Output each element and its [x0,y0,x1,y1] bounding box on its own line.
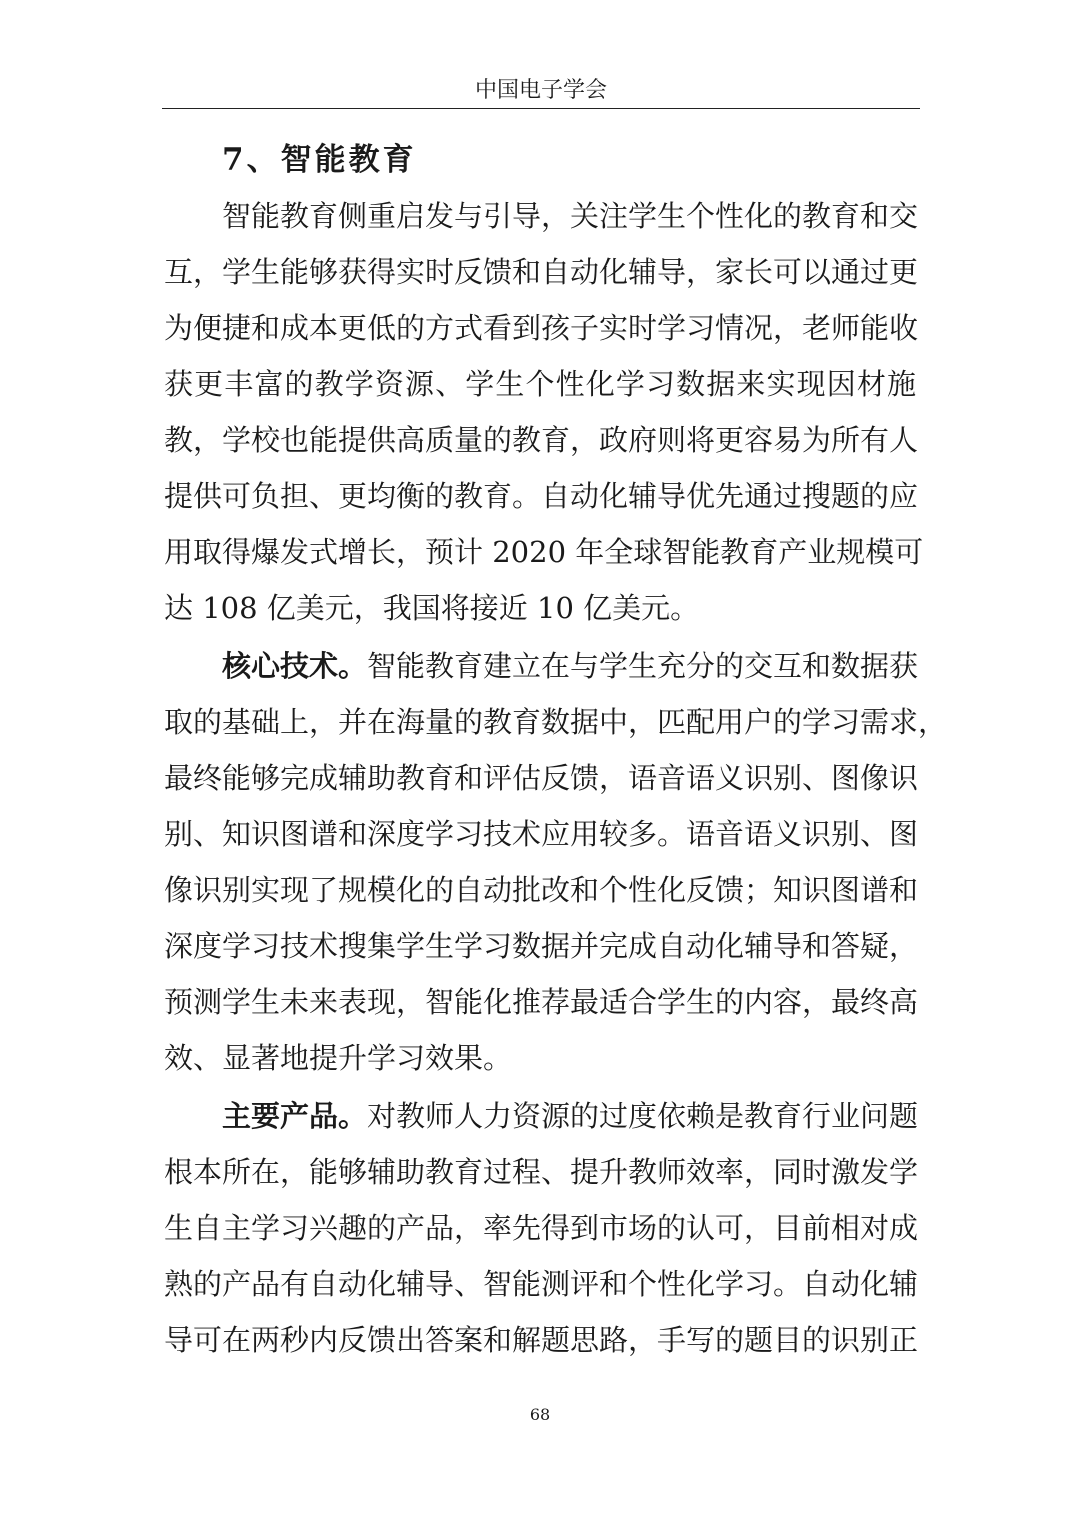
paragraph-1-line-6: 提供可负担、更均衡的教育。自动化辅导优先通过搜题的应 [164,479,919,513]
section-title: 7、智能教育 [222,142,417,178]
page-number: 68 [529,1405,551,1424]
paragraph-3-line-1 [222,1094,919,1138]
paragraph-1-line-3: 为便捷和成本更低的方式看到孩子实时学习情况，老师能收 [164,311,919,345]
paragraph-2-line-8: 效、显著地提升学习效果。 [164,1041,513,1075]
paragraph-1-line-5: 教，学校也能提供高质量的教育，政府则将更容易为所有人 [164,423,919,457]
header-rule [162,108,920,109]
paragraph-3-line-1-text: 对教师人力资源的过度依赖是教育行业问题 [367,1099,919,1133]
paragraph-3-term: 主要产品。 [222,1099,368,1133]
paragraph-2-line-3: 最终能够完成辅助教育和评估反馈，语音语义识别、图像识 [164,761,919,795]
paragraph-3-line-5: 导可在两秒内反馈出答案和解题思路，手写的题目的识别正 [164,1323,919,1357]
paragraph-2-line-7: 预测学生未来表现，智能化推荐最适合学生的内容，最终高 [164,985,919,1019]
paragraph-1-line-2: 互，学生能够获得实时反馈和自动化辅导，家长可以通过更 [164,255,919,289]
paragraph-3-line-2: 根本所在，能够辅助教育过程、提升教师效率，同时激发学 [164,1155,919,1189]
running-header: 中国电子学会 [474,78,607,103]
paragraph-3-line-3: 生自主学习兴趣的产品，率先得到市场的认可，目前相对成 [164,1211,919,1245]
paragraph-3-line-4: 熟的产品有自动化辅导、智能测评和个性化学习。自动化辅 [164,1267,919,1301]
paragraph-2-line-6: 深度学习技术搜集学生学习数据并完成自动化辅导和答疑， [164,929,919,963]
paragraph-2-line-1 [222,644,919,688]
paragraph-1-line-1: 智能教育侧重启发与引导，关注学生个性化的教育和交 [222,199,919,233]
paragraph-1-line-7: 用取得爆发式增长，预计 2020 年全球智能教育产业规模可 [164,535,924,569]
paragraph-1-line-4: 获更丰富的教学资源、学生个性化学习数据来实现因材施 [164,367,916,401]
paragraph-2-line-1-text: 智能教育建立在与学生充分的交互和数据获 [367,649,919,683]
paragraph-1-line-8: 达 108 亿美元，我国将接近 10 亿美元。 [164,591,700,625]
paragraph-2-line-4: 别、知识图谱和深度学习技术应用较多。语音语义识别、图 [164,817,919,851]
paragraph-2-term: 核心技术。 [222,649,368,683]
paragraph-2-line-5: 像识别实现了规模化的自动批改和个性化反馈；知识图谱和 [164,873,919,907]
paragraph-2-line-2: 取的基础上，并在海量的教育数据中，匹配用户的学习需求， [164,705,948,739]
